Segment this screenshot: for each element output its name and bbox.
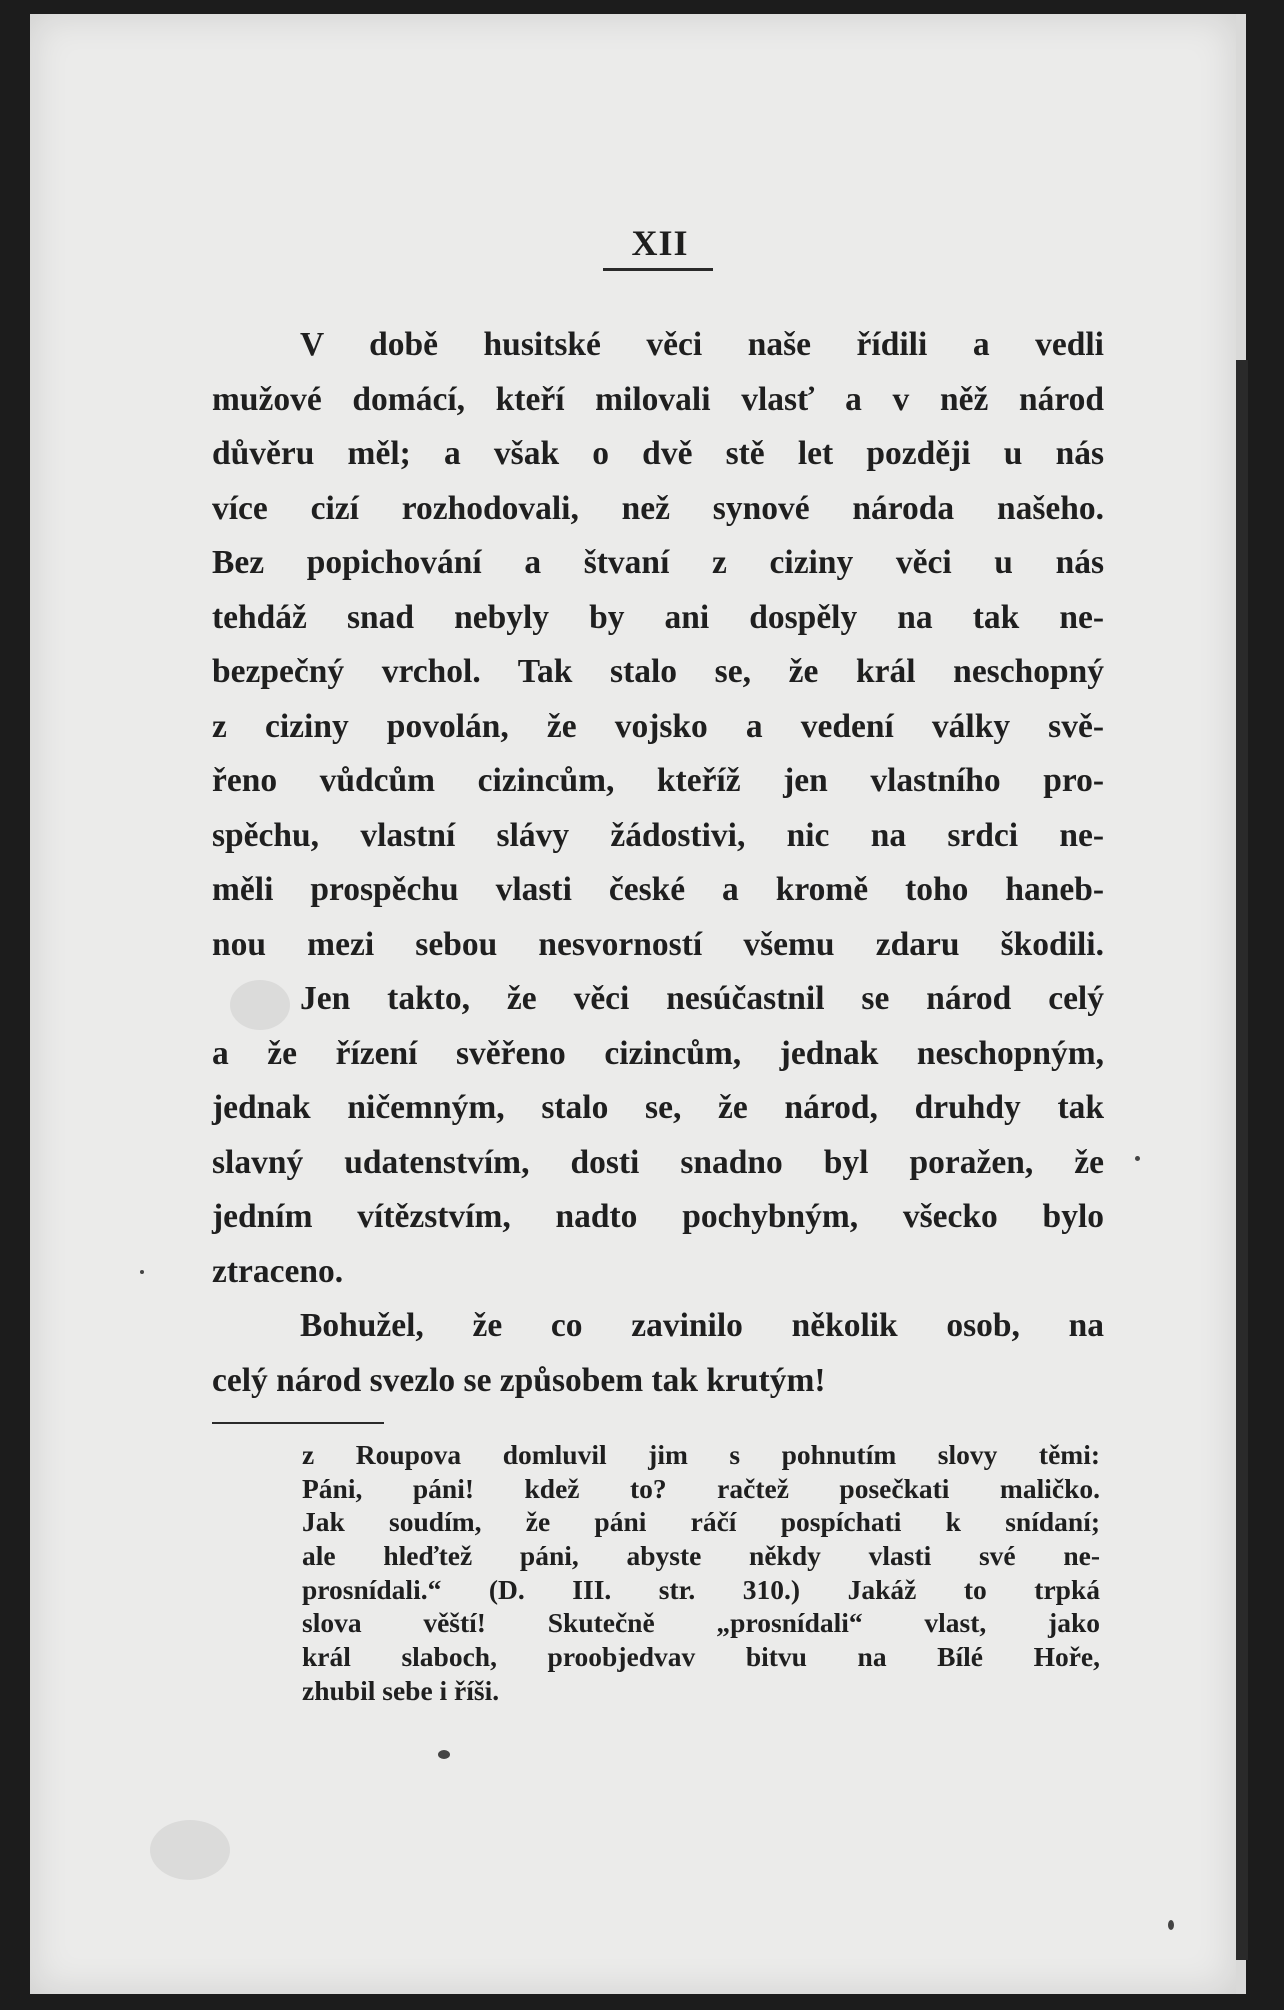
text-line: Bohužel, že co zavinilo několik osob, na <box>300 1307 1104 1344</box>
footnote-line: slova věští! Skutečně „prosnídali“ vlast, jako <box>302 1607 1100 1639</box>
footnote-rule <box>212 1422 384 1424</box>
body-text <box>212 318 1104 1408</box>
text-line: z ciziny povolán, že vojsko a vedení války svě- <box>212 707 1104 745</box>
ink-speck <box>1168 1920 1174 1930</box>
text-line: tehdáž snad nebyly by ani dospěly na tak ne- <box>212 598 1104 636</box>
footnote <box>302 1438 1100 1708</box>
text-line: ztraceno. <box>212 1252 344 1290</box>
text-line: nou mezi sebou nesvorností všemu zdaru škodili. <box>212 925 1104 963</box>
binding-shadow <box>1236 360 1248 1960</box>
ink-speck <box>140 1270 144 1274</box>
ink-speck <box>438 1750 450 1759</box>
footnote-line: zhubil sebe i říši. <box>302 1674 500 1706</box>
text-line: spěchu, vlastní slávy žádostivi, nic na srdci ne- <box>212 816 1104 854</box>
footnote-line: z Roupova domluvil jim s pohnutím slovy těmi: <box>302 1439 1100 1470</box>
footnote-line: prosnídali.“ (D. III. str. 310.) Jakáž to trpká <box>302 1573 1100 1605</box>
page-number-rule <box>603 268 713 271</box>
page-number: XII <box>631 223 689 263</box>
text-line: řeno vůdcům cizincům, kteříž jen vlastního pro- <box>212 762 1104 799</box>
ink-speck <box>1135 1156 1140 1161</box>
text-line: Jen takto, že věci nesúčastnil se národ celý <box>300 980 1104 1017</box>
text-line: jedním vítězstvím, nadto pochybným, všecko bylo <box>212 1198 1104 1235</box>
paper-stain <box>230 980 290 1030</box>
text-line: celý národ svezlo se způsobem tak krutým! <box>212 1361 826 1399</box>
paper-stain <box>150 1820 230 1880</box>
text-line: a že řízení svěřeno cizincům, jednak neschopným, <box>212 1034 1104 1072</box>
text-line: důvěru měl; a však o dvě stě let později u nás <box>212 435 1104 472</box>
footnote-line: král slaboch, proobjedvav bitvu na Bílé Hoře, <box>302 1641 1100 1673</box>
text-line: V době husitské věci naše řídili a vedli <box>300 326 1104 363</box>
text-line: měli prospěchu vlasti české a kromě toho haneb- <box>212 871 1104 908</box>
text-line: mužové domácí, kteří milovali vlasť a v něž národ <box>212 380 1104 418</box>
text-line: bezpečný vrchol. Tak stalo se, že král neschopný <box>212 653 1104 690</box>
text-line: Bez popichování a štvaní z ciziny věci u nás <box>212 544 1104 581</box>
text-line: slavný udatenstvím, dosti snadno byl poražen, že <box>212 1143 1104 1181</box>
footnote-line: Páni, páni! kdež to? račtež posečkati maličko. <box>302 1472 1100 1504</box>
footnote-line: ale hleďtež páni, abyste někdy vlasti své ne- <box>302 1540 1100 1572</box>
text-line: více cizí rozhodovali, než synové národa našeho. <box>212 489 1104 527</box>
footnote-line: Jak soudím, že páni ráčí pospíchati k snídaní; <box>302 1506 1100 1538</box>
text-line: jednak ničemným, stalo se, že národ, druhdy tak <box>212 1089 1104 1126</box>
